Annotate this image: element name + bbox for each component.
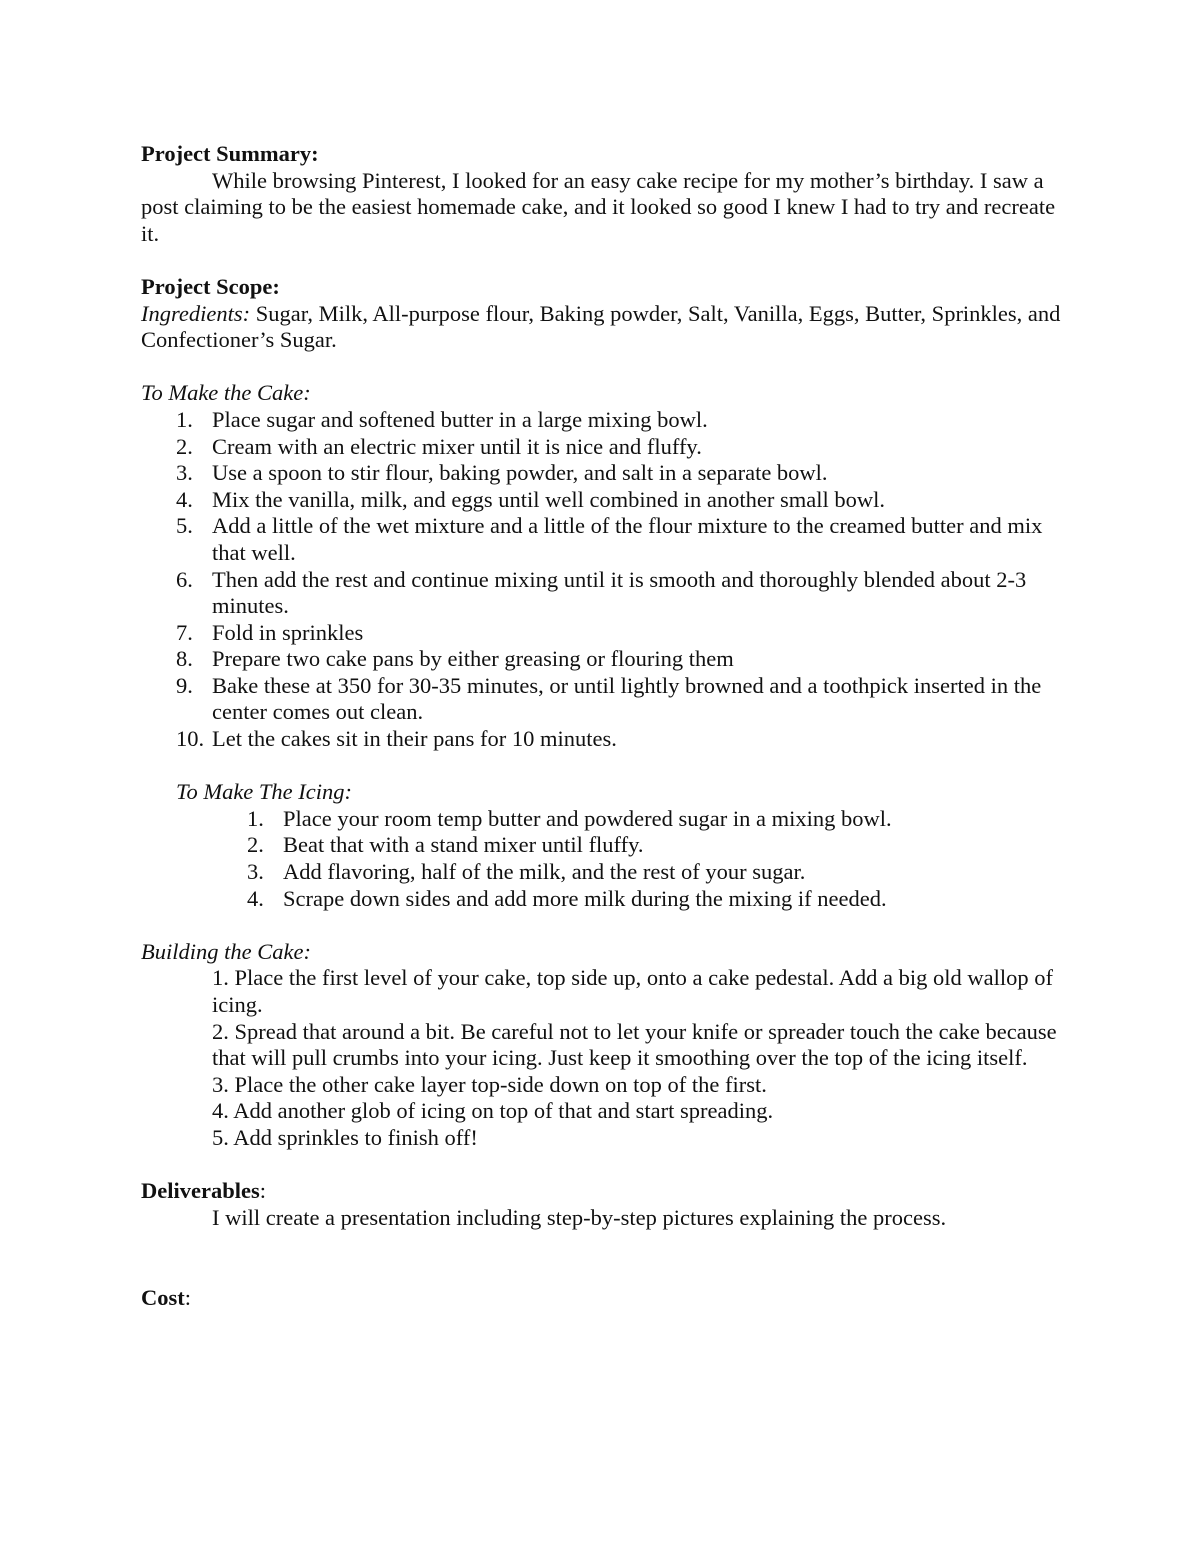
list-item — [141, 646, 1071, 673]
list-item: 3. Place the other cake layer top-side down on top of the first. — [212, 1071, 767, 1097]
ingredients-text: Sugar, Milk, All-purpose flour, Baking powder, Salt, Vanilla, Eggs, Butter, Sprinkles, and Confectioner’s Sugar. — [141, 300, 1061, 353]
step-text: Place your room temp butter and powdered sugar in a mixing bowl. — [283, 805, 892, 831]
step-number: 1. — [247, 805, 264, 831]
step-text: Let the cakes sit in their pans for 10 minutes. — [212, 726, 617, 752]
list-item — [141, 806, 1071, 833]
step-number: 4. — [176, 486, 193, 512]
step-number: 9. — [176, 672, 193, 698]
project-scope-heading: Project Scope: — [141, 273, 280, 299]
step-text: Bake these at 350 for 30-35 minutes, or until lightly browned and a toothpick inserted in the center comes out clean. — [212, 672, 1042, 725]
ingredients-label: Ingredients: — [141, 300, 251, 326]
list-item: 2. Spread that around a bit. Be careful not to let your knife or spreader touch the cake because that will pull crumbs into your icing. Just keep it smoothing over the top of the icing itself. — [212, 1018, 1057, 1071]
step-number: 7. — [176, 619, 193, 645]
building-cake-label: Building the Cake: — [141, 938, 311, 964]
list-item — [141, 407, 1071, 434]
step-number: 3. — [176, 460, 193, 486]
ingredients-paragraph — [141, 301, 1071, 354]
list-item — [141, 620, 1071, 647]
list-item — [141, 487, 1071, 514]
document-page — [141, 141, 1071, 1311]
list-item: 1. Place the first level of your cake, top side up, onto a cake pedestal. Add a big old wallop of icing. — [212, 965, 1054, 1017]
make-cake-label: To Make the Cake: — [141, 380, 311, 406]
step-number: 3. — [247, 859, 264, 885]
step-text: Then add the rest and continue mixing until it is smooth and thoroughly blended about 2-3 minutes. — [212, 566, 1027, 619]
step-number: 10. — [176, 726, 205, 752]
building-cake-steps — [141, 965, 1071, 1151]
list-item — [141, 726, 1071, 753]
deliverables-text: I will create a presentation including step-by-step pictures explaining the process. — [212, 1204, 947, 1230]
list-item: 4. Add another glob of icing on top of that and start spreading. — [212, 1098, 774, 1124]
step-text: Add a little of the wet mixture and a little of the flour mixture to the creamed butter and mix that well. — [212, 513, 1043, 565]
list-item — [141, 434, 1071, 461]
step-text: Mix the vanilla, milk, and eggs until well combined in another small bowl. — [212, 486, 886, 512]
project-summary-text: While browsing Pinterest, I looked for an easy cake recipe for my mother’s birthday. I saw a post claiming to be the easiest homemade cake, and it looked so good I knew I had to try and recreate it. — [141, 167, 1056, 246]
list-item — [141, 886, 1071, 913]
step-text: Prepare two cake pans by either greasing or flouring them — [212, 646, 734, 672]
step-number: 4. — [247, 885, 264, 911]
step-number: 5. — [176, 513, 193, 539]
step-text: Place sugar and softened butter in a large mixing bowl. — [212, 406, 708, 432]
step-number: 2. — [176, 433, 193, 459]
step-text: Add flavoring, half of the milk, and the rest of your sugar. — [283, 859, 806, 885]
make-cake-steps — [141, 407, 1071, 753]
list-item — [141, 832, 1071, 859]
step-text: Beat that with a stand mixer until fluffy. — [283, 832, 644, 858]
list-item — [141, 567, 1071, 620]
list-item — [141, 460, 1071, 487]
list-item: 5. Add sprinkles to finish off! — [212, 1124, 478, 1150]
list-item — [141, 513, 1071, 566]
step-text: Use a spoon to stir flour, baking powder, and salt in a separate bowl. — [212, 460, 828, 486]
step-text: Fold in sprinkles — [212, 619, 364, 645]
list-item — [141, 859, 1071, 886]
project-summary-heading: Project Summary: — [141, 141, 319, 166]
make-icing-steps — [141, 806, 1071, 912]
step-text: Cream with an electric mixer until it is nice and fluffy. — [212, 433, 702, 459]
step-number: 6. — [176, 566, 193, 592]
cost-heading: Cost: — [141, 1284, 192, 1310]
step-text: Scrape down sides and add more milk during the mixing if needed. — [283, 885, 887, 911]
step-number: 8. — [176, 646, 193, 672]
step-number: 2. — [247, 832, 264, 858]
list-item — [141, 673, 1071, 726]
step-number: 1. — [176, 406, 193, 432]
deliverables-heading: Deliverables: — [141, 1178, 266, 1204]
make-icing-label: To Make The Icing: — [176, 779, 353, 805]
